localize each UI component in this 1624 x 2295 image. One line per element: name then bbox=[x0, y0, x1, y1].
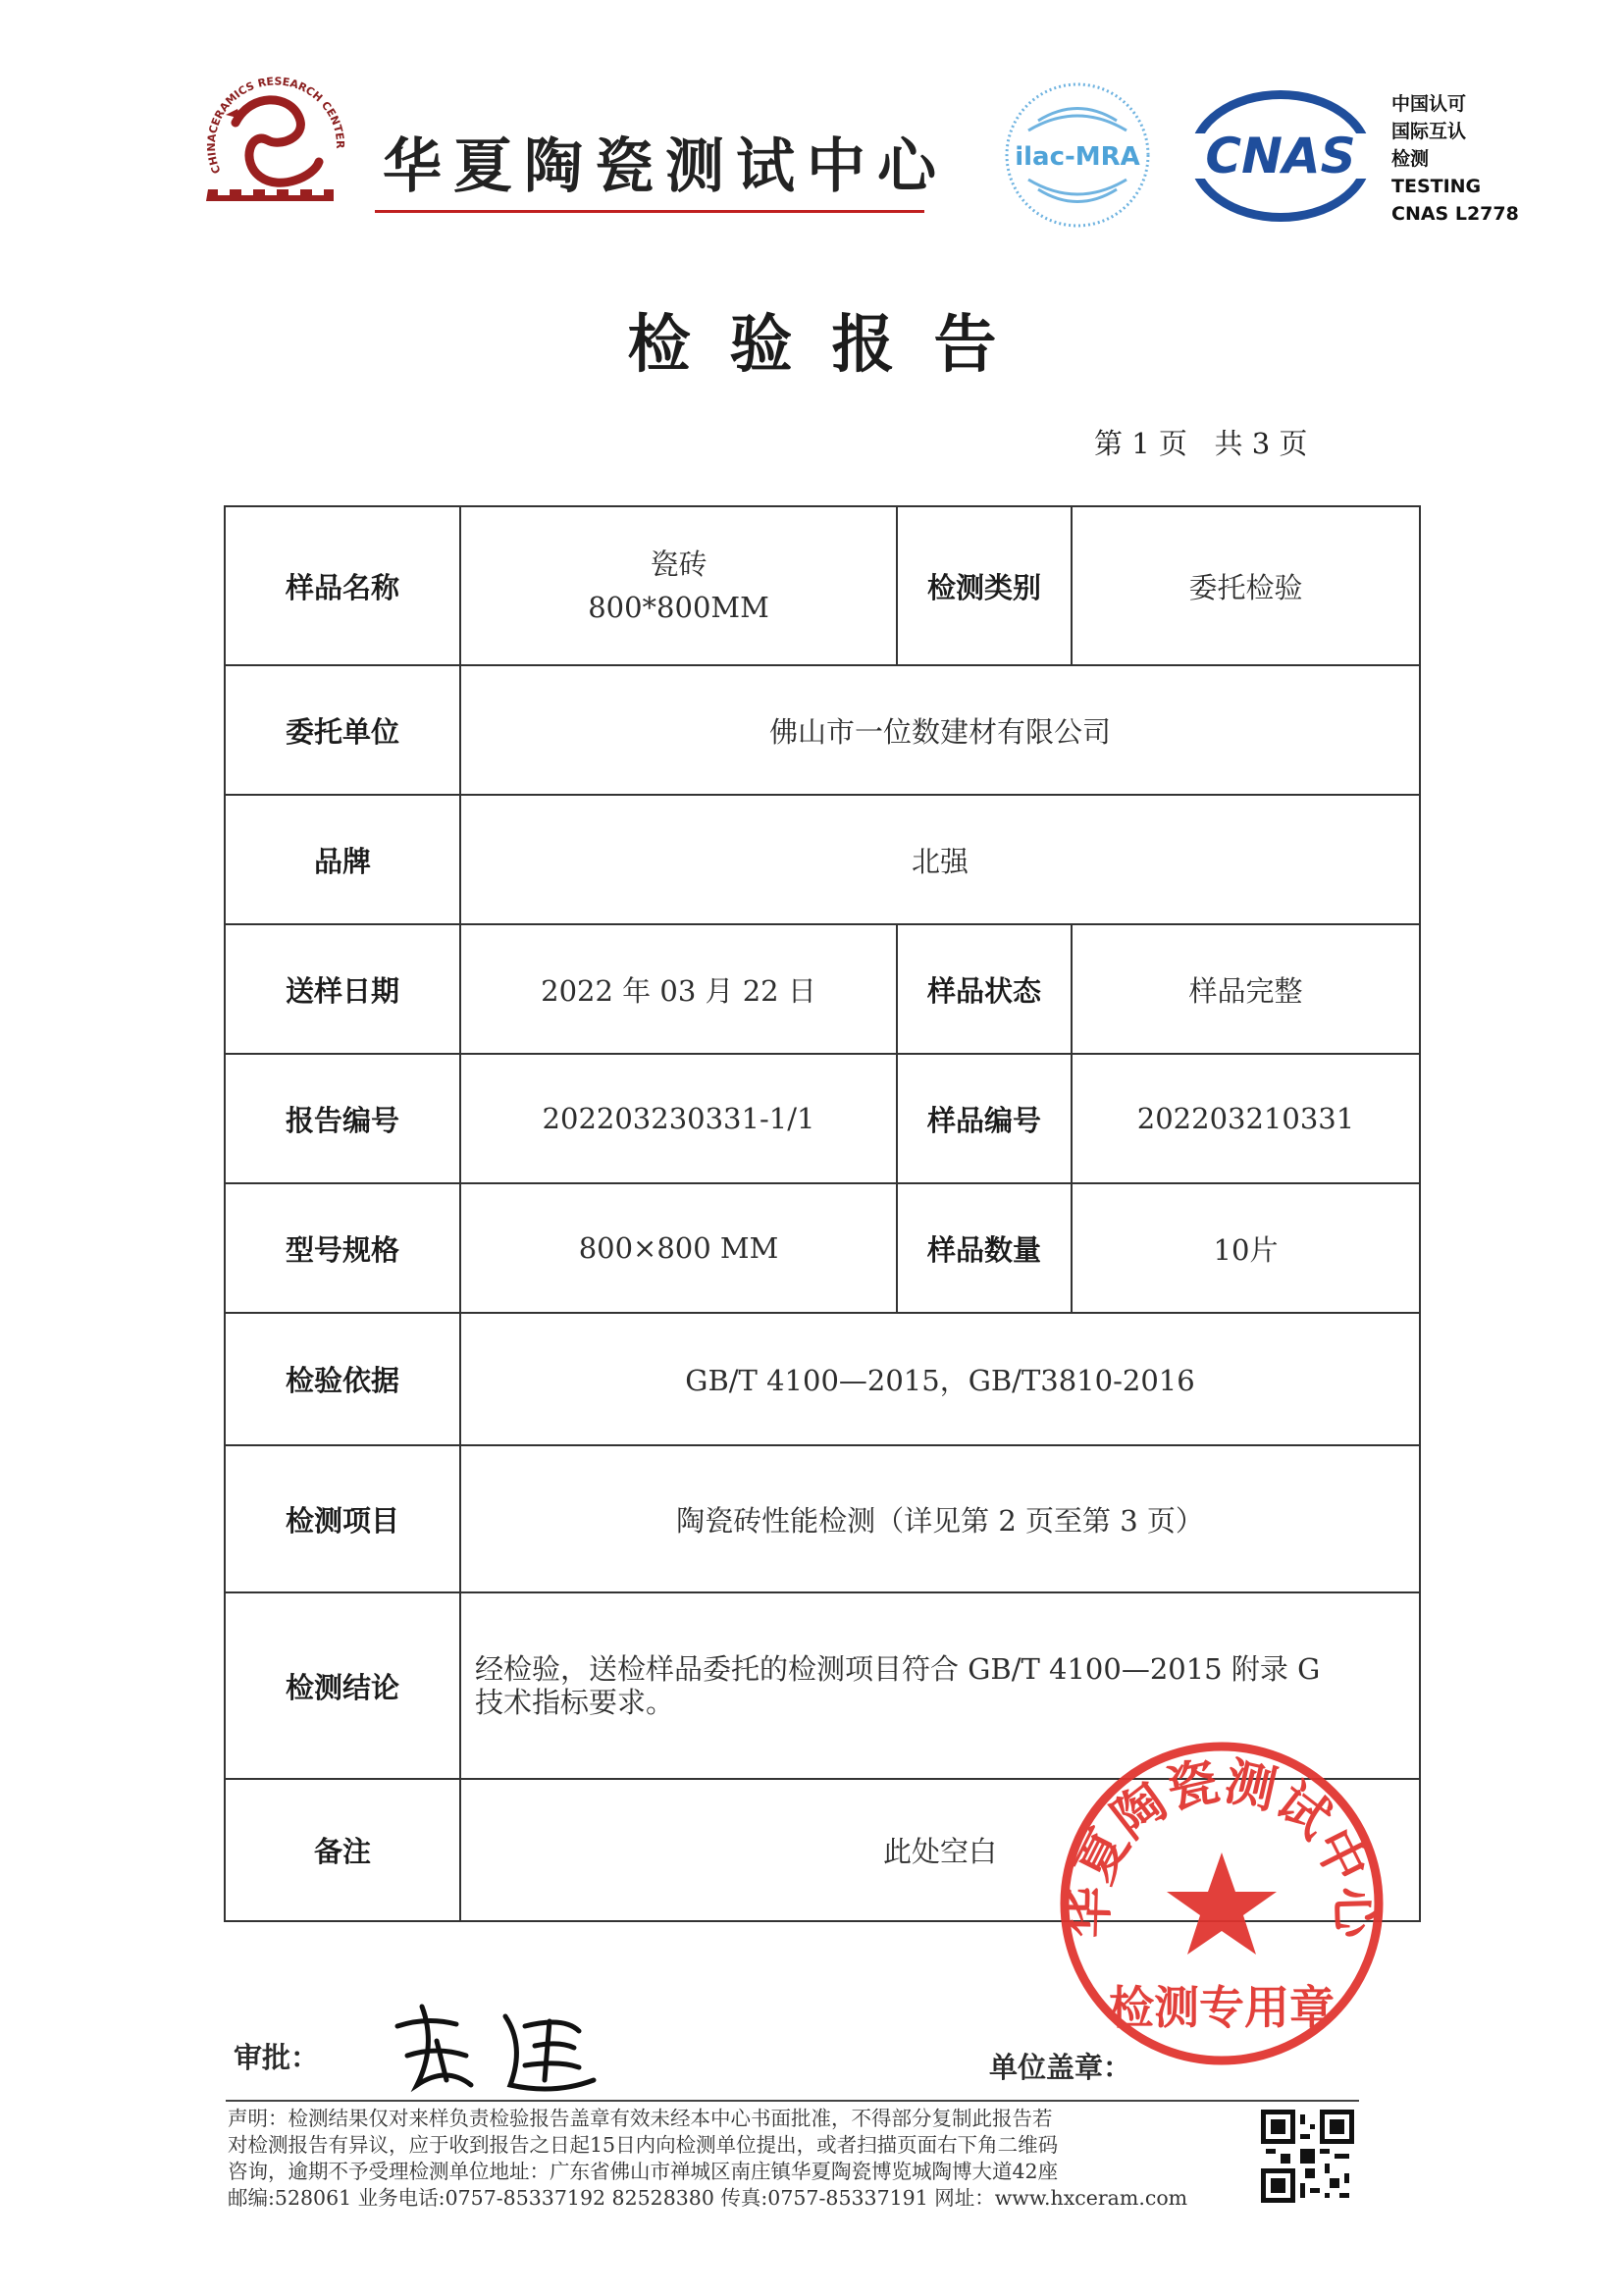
quantity-value: 10片 bbox=[1072, 1183, 1420, 1313]
table-row bbox=[225, 1313, 1420, 1445]
footer-divider bbox=[226, 2100, 1359, 2102]
table-row bbox=[225, 795, 1420, 924]
remarks-value: 此处空白 bbox=[460, 1779, 1420, 1921]
org-logo bbox=[182, 54, 358, 226]
report-no-label: 报告编号 bbox=[225, 1054, 460, 1183]
cnas-label: CNAS bbox=[1205, 128, 1356, 184]
brand-label: 品牌 bbox=[225, 795, 460, 924]
cnas-side-line: TESTING bbox=[1391, 176, 1482, 197]
table-row bbox=[225, 665, 1420, 795]
sample-name-label: 样品名称 bbox=[225, 506, 460, 665]
footer-line: 邮编:528061 业务电话:0757-85337192 82528380 传真:0757-85337191 网址：www.hxceram.com bbox=[228, 2186, 1188, 2210]
footer-line: 声明：检测结果仅对来样负责检验报告盖章有效未经本中心书面批准，不得部分复制此报告若 bbox=[228, 2107, 1053, 2130]
footer-line: 咨询，逾期不予受理检测单位地址：广东省佛山市禅城区南庄镇华夏陶瓷博览城陶博大道42座 bbox=[228, 2160, 1059, 2183]
delivery-date-value: 2022 年 03 月 22 日 bbox=[460, 924, 897, 1054]
report-no-value: 202203230331-1/1 bbox=[460, 1054, 897, 1183]
approver-signature bbox=[378, 1987, 603, 2105]
cnas-side-line: 国际互认 bbox=[1391, 121, 1467, 142]
ilac-mra-logo bbox=[999, 77, 1156, 234]
table-row bbox=[225, 506, 1420, 665]
table-row bbox=[225, 924, 1420, 1054]
page-info: 第 1 页 共 3 页 bbox=[1094, 427, 1308, 460]
brand-value: 北强 bbox=[460, 795, 1420, 924]
conclusion-label: 检测结论 bbox=[225, 1592, 460, 1779]
footer-statement bbox=[228, 2106, 1258, 2212]
cnas-side-line: 检测 bbox=[1391, 148, 1430, 170]
client-label: 委托单位 bbox=[225, 665, 460, 795]
sample-name-value: 瓷砖 800*800MM bbox=[460, 506, 897, 665]
sample-no-label: 样品编号 bbox=[897, 1054, 1072, 1183]
table-row bbox=[225, 1445, 1420, 1592]
sample-no-value: 202203210331 bbox=[1072, 1054, 1420, 1183]
cnas-side-line: 中国认可 bbox=[1391, 93, 1467, 115]
model-label: 型号规格 bbox=[225, 1183, 460, 1313]
model-value: 800×800 MM bbox=[460, 1183, 897, 1313]
qr-code[interactable] bbox=[1261, 2110, 1354, 2203]
remarks-label: 备注 bbox=[225, 1779, 460, 1921]
seal-bottom-text: 检测专用章 bbox=[1109, 1981, 1335, 2034]
quantity-label: 样品数量 bbox=[897, 1183, 1072, 1313]
cnas-accreditation-text bbox=[1391, 90, 1519, 228]
sample-state-value: 样品完整 bbox=[1072, 924, 1420, 1054]
logo-ring-text: CHINACERAMICS RESEARCH CENTER bbox=[204, 75, 347, 176]
seal-label: 单位盖章： bbox=[989, 2051, 1132, 2084]
basis-label: 检验依据 bbox=[225, 1313, 460, 1445]
ilac-label: ilac-MRA bbox=[1015, 142, 1140, 172]
svg-text:CHINACERAMICS RESEARCH CENTER bbox=[205, 75, 346, 175]
org-name-underline bbox=[375, 210, 924, 213]
report-info-table bbox=[224, 505, 1419, 1922]
conclusion-value: 经检验，送检样品委托的检测项目符合 GB/T 4100—2015 附录 G 技术指标要求。 bbox=[460, 1592, 1420, 1779]
approver-label: 审批： bbox=[234, 2041, 320, 2074]
items-value: 陶瓷砖性能检测（详见第 2 页至第 3 页） bbox=[460, 1445, 1420, 1592]
table-row bbox=[225, 1054, 1420, 1183]
official-seal bbox=[1055, 1737, 1388, 2070]
document-title: 检验报告 bbox=[627, 308, 1036, 382]
footer-line: 对检测报告有异议，应于收到报告之日起15日内向检测单位提出，或者扫描页面右下角二维码 bbox=[228, 2133, 1059, 2157]
delivery-date-label: 送样日期 bbox=[225, 924, 460, 1054]
test-type-label: 检测类别 bbox=[897, 506, 1072, 665]
cnas-logo bbox=[1185, 86, 1377, 226]
table-row bbox=[225, 1183, 1420, 1313]
items-label: 检测项目 bbox=[225, 1445, 460, 1592]
client-value: 佛山市一位数建材有限公司 bbox=[460, 665, 1420, 795]
test-type-value: 委托检验 bbox=[1072, 506, 1420, 665]
sample-state-label: 样品状态 bbox=[897, 924, 1072, 1054]
org-name: 华夏陶瓷测试中心 bbox=[383, 132, 948, 201]
basis-value: GB/T 4100—2015，GB/T3810-2016 bbox=[460, 1313, 1420, 1445]
seal-ring-text: 华夏陶瓷测试中心 bbox=[1058, 1750, 1386, 1939]
cnas-side-line: CNAS L2778 bbox=[1391, 203, 1519, 225]
